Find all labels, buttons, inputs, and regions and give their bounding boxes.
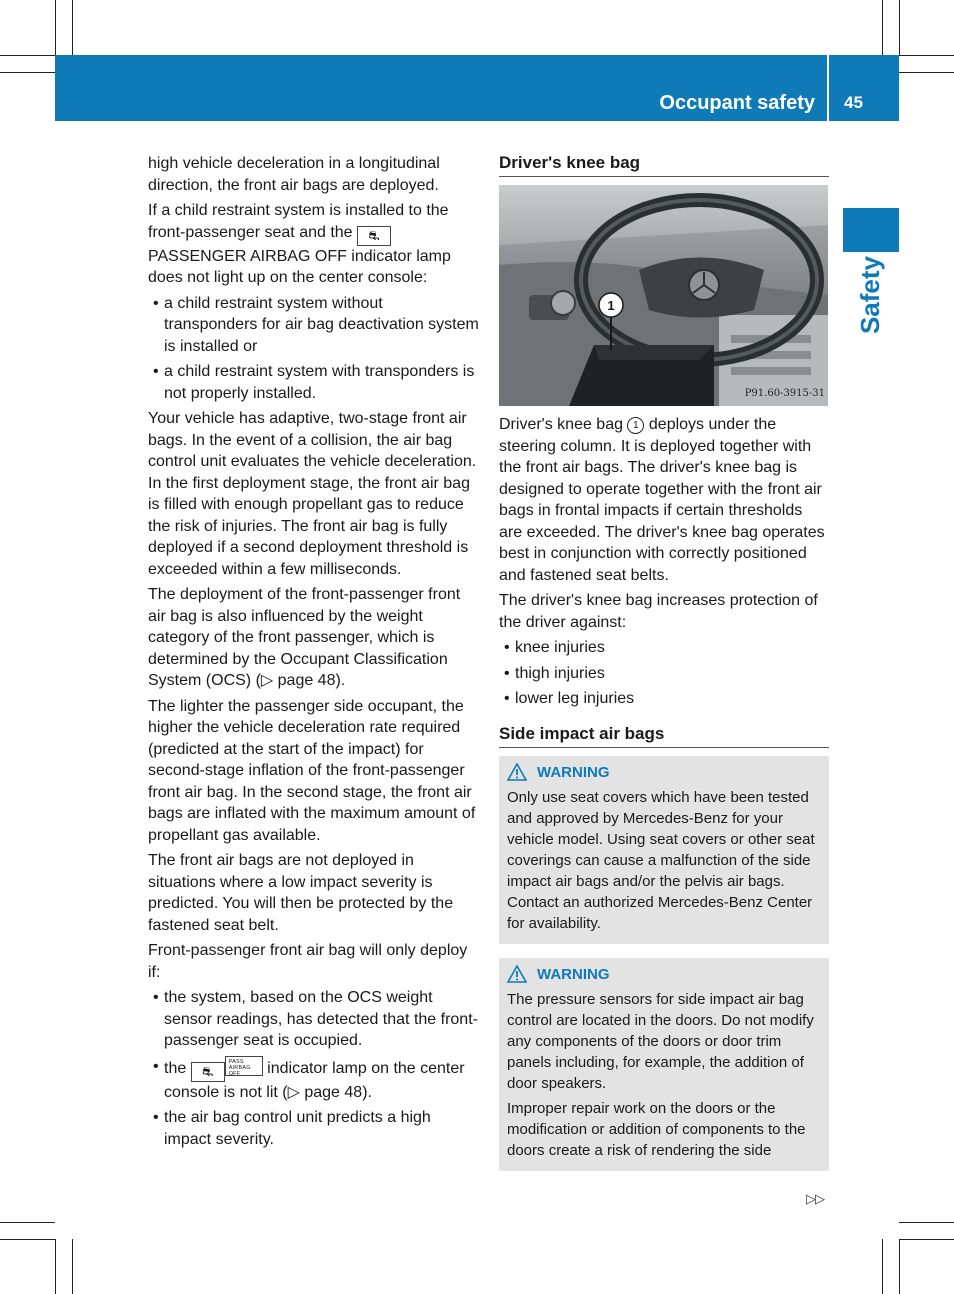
- paragraph: [148, 200, 480, 289]
- crop-mark: [0, 72, 55, 73]
- warning-box: [499, 756, 829, 944]
- section-heading: Driver's knee bag: [499, 153, 829, 177]
- warning-box: [499, 958, 829, 1171]
- knee-bag-figure: [499, 185, 828, 406]
- warning-label: WARNING: [537, 763, 610, 781]
- crop-mark: [882, 1239, 883, 1294]
- warning-heading: [507, 964, 821, 985]
- paragraph: Your vehicle has adaptive, two-stage front air bags. In the event of a collision, the air bag control unit evaluates the vehicle deceleration. In the first deployment stage, the front air bag is filled with enough propellant gas to reduce the risk of injuries. The front air bag is fully deployed if a second deployment threshold is exceeded within a few milliseconds.: [148, 410, 477, 578]
- list-item: • a child restraint system without transponders for air bag deactivation system is installed or: [148, 293, 480, 358]
- paragraph: The driver's knee bag increases protection of the driver against:: [499, 592, 818, 631]
- list-item: • the system, based on the OCS weight sensor readings, has detected that the front-passenger seat is occupied.: [148, 987, 480, 1052]
- paragraph-text: If a child restraint system is installed to the front-passenger seat and the: [148, 202, 449, 241]
- passenger-airbag-icon: ⛐: [191, 1062, 225, 1082]
- paragraph: The lighter the passenger side occupant, the higher the vehicle deceleration rate required (predicted at the start of the impact) for second-stage inflation of the front-passenger front air bag. In the second stage, the front air bags are inflated with the maximum amount of propellant gas available.: [148, 697, 476, 844]
- crop-mark: [55, 0, 56, 55]
- passenger-airbag-icon: ⛐: [357, 226, 391, 246]
- callout-number: 1: [607, 298, 615, 313]
- page-header: [55, 55, 899, 121]
- list-item: • the air bag control unit predicts a high impact severity.: [148, 1107, 480, 1150]
- list-item: • a child restraint system with transponders is not properly installed.: [148, 361, 480, 404]
- section-tab-label: Safety: [855, 255, 885, 335]
- paragraph: [499, 414, 829, 586]
- list-item: • lower leg injuries: [499, 688, 829, 710]
- paragraph-text: PASSENGER AIRBAG OFF indicator lamp does not light up on the center console:: [148, 247, 451, 286]
- list-item: • thigh injuries: [499, 663, 829, 685]
- warning-heading: [507, 762, 821, 783]
- list-item-text: indicator lamp on the center console is not lit (▷ page 48).: [164, 1059, 465, 1101]
- warning-text: Only use seat covers which have been tested and approved by Mercedes-Benz for your vehicle model. Using seat covers or other seat coverings can cause a malfunction of the side impact air bags and/or the pelvis air bags. Contact an authorized Mercedes-Benz Center for availability.: [507, 788, 815, 932]
- warning-text: Improper repair work on the doors or the modification or addition of components to the doors create a risk of rendering the side: [507, 1099, 806, 1159]
- crop-mark: [882, 0, 883, 55]
- bullet-list: [499, 637, 829, 710]
- warning-text: The pressure sensors for side impact air bag control are located in the doors. Do not modify any components of the doors or door trim panels including, for example, the addition of door speakers.: [507, 990, 814, 1092]
- airbag-off-indicator-icon: PASS AIRBAG OFF: [225, 1056, 263, 1076]
- crop-mark: [899, 1222, 954, 1223]
- crop-mark: [55, 1239, 56, 1294]
- list-item: [148, 1056, 480, 1104]
- page-title: Occupant safety: [659, 92, 815, 114]
- crop-mark: [899, 1239, 954, 1240]
- crop-mark: [899, 72, 954, 73]
- continue-marker: ▷▷: [806, 1191, 824, 1206]
- callout-reference: 1: [627, 417, 644, 434]
- figure-code: P91.60-3915-31: [744, 387, 825, 399]
- crop-mark: [899, 0, 900, 55]
- crop-mark: [0, 55, 55, 56]
- crop-mark: [0, 1239, 55, 1240]
- page-number: 45: [844, 93, 863, 112]
- paragraph: Front-passenger front air bag will only deploy if:: [148, 942, 468, 981]
- crop-mark: [899, 1239, 900, 1294]
- bullet-list: [148, 987, 480, 1150]
- header-divider: [827, 55, 829, 121]
- left-column: [148, 153, 480, 1154]
- paragraph-text: Driver's knee bag: [499, 416, 623, 433]
- crop-mark: [899, 55, 954, 56]
- paragraph: The deployment of the front-passenger front air bag is also influenced by the weight category of the front passenger, which is determined by the Occupant Classification System (OCS) (▷ page 48).: [148, 586, 461, 689]
- dashboard-illustration: [499, 185, 828, 406]
- bullet-list: [148, 293, 480, 405]
- warning-label: WARNING: [537, 965, 610, 983]
- paragraph: high vehicle deceleration in a longitudinal direction, the front air bags are deployed.: [148, 155, 440, 194]
- warning-triangle-icon: [507, 763, 527, 781]
- warning-triangle-icon: [507, 965, 527, 983]
- section-heading: Side impact air bags: [499, 724, 829, 748]
- paragraph-text: deploys under the steering column. It is deployed together with the front air bags. The driver's knee bag is designed to operate together with the front air bags in frontal impacts if certain thresholds are exceeded. The driver's knee bag operates best in conjunction with correctly positioned and fastened seat belts.: [499, 416, 825, 584]
- list-item-text: the: [164, 1059, 187, 1077]
- crop-mark: [72, 1239, 73, 1294]
- crop-mark: [0, 1222, 55, 1223]
- right-column: [499, 153, 829, 1185]
- paragraph: The front air bags are not deployed in situations where a low impact severity is predicted. You will then be protected by the fastened seat belt.: [148, 852, 454, 934]
- list-item: • knee injuries: [499, 637, 829, 659]
- crop-mark: [72, 0, 73, 55]
